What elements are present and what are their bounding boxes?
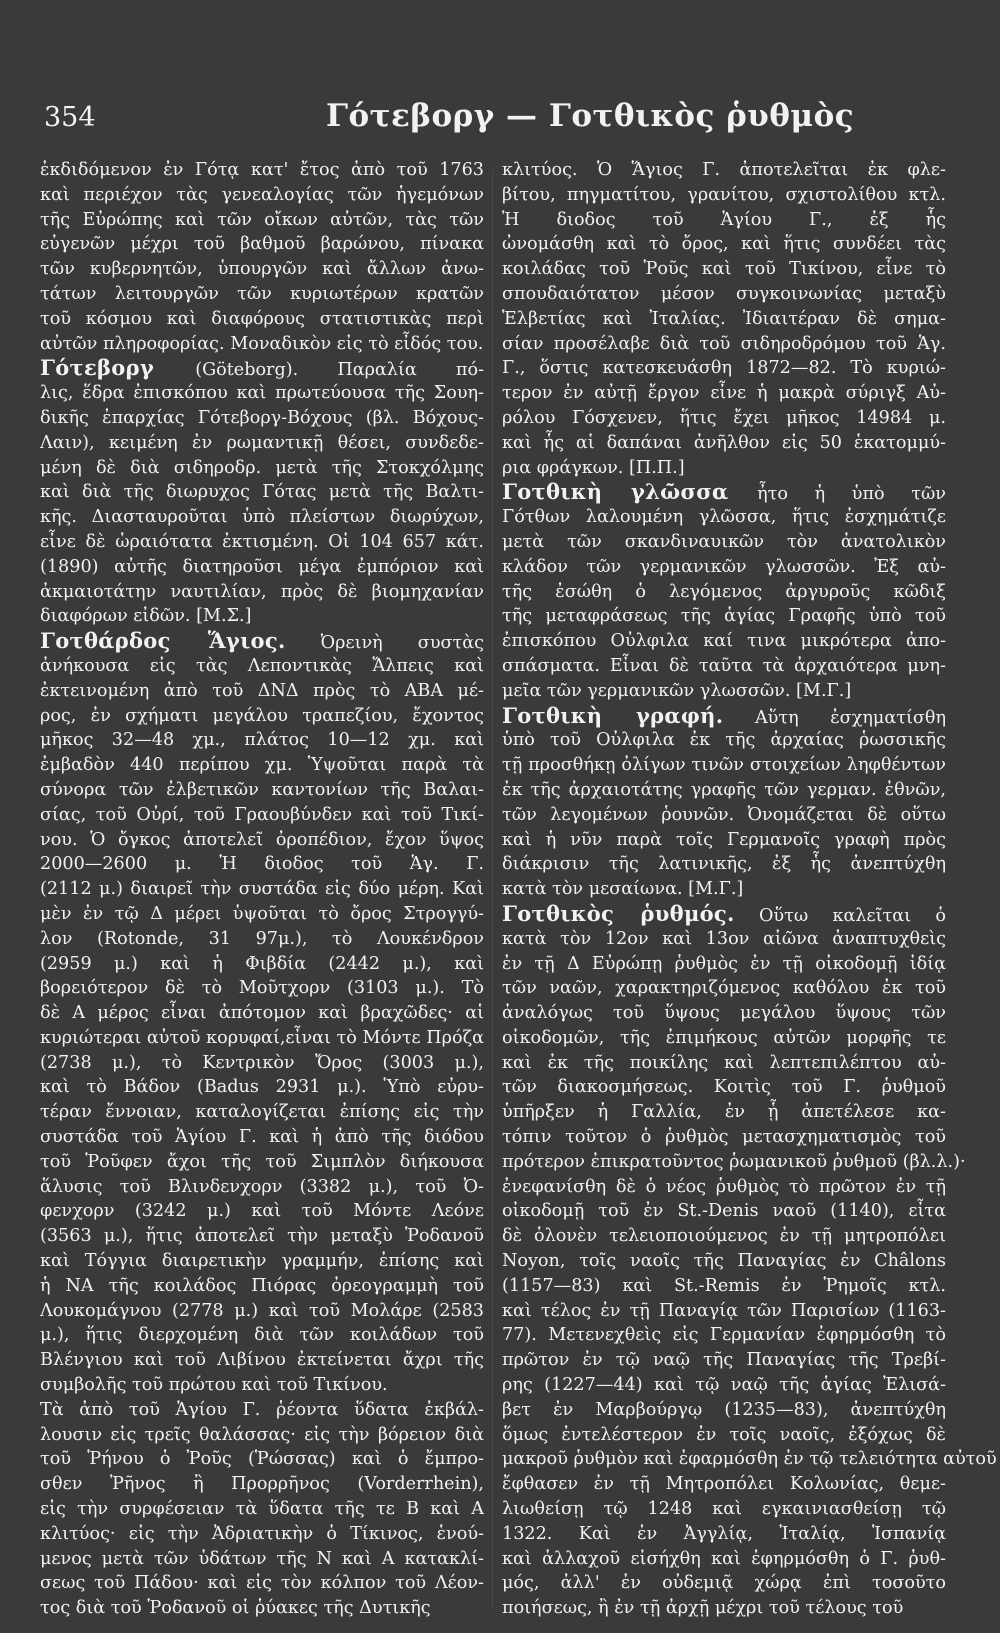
text-line: μακροῦ ῥυθμὸν καὶ ἐφαρμόσθη ἐν τῷ τελειότητα αὐτοῦ bbox=[502, 1449, 997, 1470]
text-line: τῶν κυβερνητῶν, ὑπουργῶν καὶ ἄλλων ἀνω- bbox=[40, 259, 484, 280]
text-line: Noyon, τοῖς ναοῖς τῆς Παναγίας ἐν Châlons bbox=[502, 1251, 946, 1272]
text-line: τῆς Εὐρώπης καὶ τῶν οἴκων αὐτῶν, τὰς τῶν bbox=[40, 209, 484, 230]
text-line: μετὰ τῶν σκανδιναυικῶν τὸν ἀνατολικὸν bbox=[502, 531, 946, 552]
page-title: Γότεβοργ — Γοτθικὸς ῥυθμὸς bbox=[326, 98, 855, 134]
text-line: καὶ τὸ Βάδον (Badus 2931 μ.). Ὑπὸ εὐρυ- bbox=[40, 1077, 484, 1098]
text-line: φενχορν (3242 μ.) καὶ τοῦ Μόντε Λεόνε bbox=[40, 1201, 484, 1222]
text-line: δὲ ὁλονὲν τελειοποιούμενος ἐν τῇ μητροπόλει bbox=[502, 1226, 946, 1247]
text-line: Γοτθικὴ γραφή. Αὕτη ἐσχηματίσθη bbox=[502, 702, 946, 728]
column-gutter bbox=[492, 170, 493, 1610]
text-line: μὲν ἐν τῷ Δ μέρει ὑψοῦται τὸ ὄρος Στρογγύ- bbox=[40, 903, 484, 924]
text-line: κατὰ τὸν 12ον καὶ 13ον αἰῶνα ἀναπτυχθεὶς bbox=[502, 928, 946, 949]
text-line: (2738 μ.), τὸ Κεντρικὸν Ὄρος (3003 μ.), bbox=[40, 1052, 484, 1073]
entry-headword: Γοτθάρδος Ἅγιος. bbox=[40, 628, 286, 654]
text-line: δὲ Α μέρος εἶναι ἀπότομον καὶ βραχῶδες· αἱ bbox=[40, 1003, 484, 1024]
text-line: ἡ ΝΑ τῆς κοιλάδος Πιόρας ὀρεογραμμὴ τοῦ bbox=[40, 1275, 484, 1296]
text-line: συστάδα τοῦ Ἁγίου Γ. καὶ ἡ ἀπὸ τῆς διόδου bbox=[40, 1127, 484, 1148]
text-line: καὶ Τόγγια διαιρετικὴν γραμμήν, ἐπίσης καὶ bbox=[40, 1251, 484, 1272]
text-line: σίας, τοῦ Οὐρί, τοῦ Γραουβύνδεν καὶ τοῦ Τικί- bbox=[40, 804, 484, 825]
text-line: Λαιν), κειμένη ἐν ρωμαντικῇ θέσει, συνδεδε- bbox=[40, 432, 484, 453]
text-line: λουσιν εἰς τρεῖς θαλάσσας· εἰς τὴν βόρειον διὰ bbox=[40, 1424, 484, 1445]
text-line: ἀναλόγως τοῦ ὕψους μεγάλου ὕψους τῶν bbox=[502, 1003, 946, 1024]
text-line: ρόλου Γόσχενεν, ἥτις ἔχει μῆκος 14984 μ. bbox=[502, 407, 946, 428]
text-line: κοιλάδας τοῦ Ῥοῦς καὶ τοῦ Τικίνου, εἶνε τὸ bbox=[502, 259, 946, 280]
text-line: ἐκτεινομένη ἀπὸ τοῦ ΔΝΔ πρὸς τὸ ΑΒΑ μέ- bbox=[40, 680, 484, 701]
text-line: Ἡ διοδος τοῦ Ἁγίου Γ., ἐξ ἧς bbox=[502, 209, 946, 230]
text-line: πρῶτον ἐν τῷ ναῷ τῆς Παναγίας τῆς Τρεβί- bbox=[502, 1350, 946, 1371]
text-line: ἀκμαιοτάτην ναυτιλίαν, πρὸς δὲ βιομηχανίαν bbox=[40, 581, 484, 602]
text-line: ἐμβαδὸν 440 περίπου χμ. Ὑψοῦται παρὰ τὰ bbox=[40, 755, 484, 776]
text-line: λιωθείσῃ τῷ 1248 καὶ εγκαινιασθείσῃ τῷ bbox=[502, 1499, 946, 1520]
text-line: εἶνε δὲ ὡραιότατα ἐκτισμένη. Οἱ 104 657 κάτ. bbox=[40, 531, 484, 552]
text-line: ὑπῆρξεν ἡ Γαλλία, ἐν ᾗ ἀπετέλεσε κα- bbox=[502, 1102, 946, 1123]
entry-headword: Γοτθικὴ γλῶσσα bbox=[502, 479, 758, 505]
text-line: καὶ ἀλλαχοῦ εἰσήχθη καὶ ἐφηρμόσθη ὁ Γ. ῥυθ- bbox=[502, 1548, 946, 1569]
text-line: δικῆς ἐπαρχίας Γότεβοργ-Βόχους (βλ. Βόχους- bbox=[40, 407, 484, 428]
text-line: Γοτθικὸς ῥυθμός. Οὕτω καλεῖται ὁ bbox=[502, 900, 946, 926]
text-line: ἅλυσις τοῦ Βλινδενχορν (3382 μ.), τοῦ Ὀ- bbox=[40, 1176, 484, 1197]
text-line: Γότεβοργ (Göteborg). Παραλία πό- bbox=[40, 355, 485, 381]
text-line: ὅμως ἐντελέστερον ἐν τοῖς ναοῖς, ἐξόχως δὲ bbox=[502, 1424, 946, 1445]
text-line: τῶν λεγομένων ῥουνῶν. Ὀνομάζεται δὲ οὕτω bbox=[502, 804, 946, 825]
text-line: 2000—2600 μ. Ἡ διοδος τοῦ Ἁγ. Γ. bbox=[40, 854, 484, 875]
entry-headword: Γοτθικὴ γραφή. bbox=[502, 702, 724, 728]
text-line: τάτων λειτουργῶν τῶν κυριωτέρων κρατῶν bbox=[40, 283, 484, 304]
text-line: (2112 μ.) διαιρεῖ τὴν συστάδα εἰς δύο μέρη. Καὶ bbox=[40, 879, 484, 900]
text-line: μεῖα τῶν γερμανικῶν γλωσσῶν. [Μ.Γ.] bbox=[502, 680, 852, 701]
text-line: συμβολῆς τοῦ πρώτου καὶ τοῦ Τικίνου. bbox=[40, 1375, 388, 1396]
text-line: τέραν ἔννοιαν, καταλογίζεται ἐπίσης εἰς τὴν bbox=[40, 1102, 484, 1123]
text-line: πρότερον ἐπικρατοῦντος ῥωμανικοῦ ῥυθμοῦ (βλ.λ.)· bbox=[502, 1151, 966, 1172]
text-line: αὐτῶν πληροφορίας. Μοναδικὸν εἰς τὸ εἶδός του. bbox=[40, 333, 484, 354]
text-line: νου. Ὁ ὄγκος ἀποτελεῖ ὀροπέδιον, ἔχον ὕψος bbox=[40, 829, 484, 850]
text-line: Γότθων λαλουμένη γλῶσσα, ἥτις ἐσχημάτιζε bbox=[502, 507, 946, 528]
text-line: τῆς ἐσώθη ὁ λεγόμενος ἀργυροῦς κῶδιξ bbox=[502, 581, 946, 602]
text-line: τοῦ Ῥοῦφεν ἄχοι τῆς τοῦ Σιμπλὸν διήκουσα bbox=[40, 1151, 484, 1172]
text-line: ρης (1227—44) καὶ τῷ ναῷ τῆς ἁγίας Ἐλισά- bbox=[502, 1375, 946, 1396]
text-line: τῆς μεταφράσεως τῆς ἁγίας Γραφῆς ὑπὸ τοῦ bbox=[502, 606, 946, 627]
text-line: τοῦ Ῥήνου ὁ Ῥοῦς (Ῥώσσας) καὶ ὁ ἔμπρο- bbox=[40, 1449, 484, 1470]
running-head bbox=[40, 98, 960, 142]
page-number: 354 bbox=[44, 102, 96, 133]
left-text-column bbox=[40, 158, 484, 1618]
text-line: σπουδαιότατον μέσον συγκοινωνίας μεταξὺ bbox=[502, 283, 946, 304]
text-line: ἐνεφανίσθη δὲ ὁ νέος ῥυθμὸς τὸ πρῶτον ἐν τῇ bbox=[502, 1176, 946, 1197]
text-line: Γοτθικὴ γλῶσσα ἦτο ἡ ὑπὸ τῶν bbox=[502, 479, 946, 505]
text-line: ρια φράγκων. [Π.Π.] bbox=[502, 457, 685, 478]
text-line: καὶ ἧς αἱ δαπάναι ἀνῆλθον εἰς 50 ἑκατομμύ- bbox=[502, 432, 946, 453]
text-line: καὶ ἐκ τῆς ποικίλης καὶ λεπτεπιλέπτου αὐ- bbox=[502, 1052, 946, 1073]
text-line: καὶ τέλος ἐν τῇ Παναγίᾳ τῶν Παρισίων (1163- bbox=[502, 1300, 946, 1321]
text-line: Τὰ ἀπὸ τοῦ Ἁγίου Γ. ῥέοντα ὕδατα ἐκβάλ- bbox=[40, 1399, 484, 1420]
text-line: Ἑλβετίας καὶ Ἰταλίας. Ἰδιαιτέραν δὲ σημα- bbox=[502, 308, 946, 329]
text-line: οἰκοδομῶν, τῆς ἐπιμήκους αὐτῶν μορφῆς τε bbox=[502, 1027, 946, 1048]
text-line: κλιτύος· εἰς τὴν Ἀδριατικὴν ὁ Τίκινος, ἑνού- bbox=[40, 1523, 484, 1544]
text-line: λις, ἕδρα ἐπισκόπου καὶ πρωτεύουσα τῆς Σουη- bbox=[40, 383, 484, 404]
text-line: μενος μετὰ τῶν ὑδάτων τῆς Ν καὶ Α κατακλί- bbox=[40, 1548, 484, 1569]
text-line: ἐν τῇ Δ Εὐρώπῃ ῥυθμὸς ἐν τῇ οἰκοδομῇ ἰδίᾳ bbox=[502, 953, 946, 974]
text-line: τῶν ναῶν, χαρακτηριζόμενος καθόλου ἐκ τοῦ bbox=[502, 978, 946, 999]
text-line: ἀνήκουσα εἰς τὰς Λεποντικὰς Ἄλπεις καὶ bbox=[40, 655, 484, 676]
text-line: καὶ περιέχον τὰς γενεαλογίας τῶν ἡγεμόνων bbox=[40, 184, 484, 205]
text-line: σθεν Ῥῆνος ἢ Προρρῆνος (Vorderrhein), bbox=[40, 1474, 484, 1495]
text-line: ἐκδιδόμενον ἐν Γότᾳ κατ' ἔτος ἀπὸ τοῦ 1763 bbox=[40, 160, 484, 180]
text-line: εἰς τὴν συρφέσειαν τὰ ὕδατα τῆς τε Β καὶ Α bbox=[40, 1499, 484, 1520]
text-line: οἰκοδομῇ τοῦ ἐν St.-Denis ναοῦ (1140), εἶτα bbox=[502, 1201, 946, 1222]
text-line: διάκρισιν τῆς λατινικῆς, ἐξ ἧς ἀνεπτύχθη bbox=[502, 854, 946, 875]
text-line: ρος, ἐν σχήματι μεγάλου τραπεζίου, ἔχοντος bbox=[40, 705, 484, 726]
text-line: (1157—83) καὶ St.-Remis ἐν Ῥημοῖς κτλ. bbox=[502, 1275, 946, 1296]
text-line: σύνορα τῶν ἐλβετικῶν καντονίων τῆς Βαλαι- bbox=[40, 779, 484, 800]
text-line: τόπιν τοῦτον ὁ ῥυθμὸς μετασχηματισμὸς τοῦ bbox=[502, 1127, 946, 1148]
text-line: ποιήσεως, ἢ ἐν τῇ ἀρχῇ μέχρι τοῦ τέλους τοῦ bbox=[502, 1598, 904, 1619]
text-line: ἔφθασεν ἐν τῇ Μητροπόλει Κολωνίας, θεμε- bbox=[502, 1474, 946, 1495]
text-line: εὐγενῶν μέχρι τοῦ βαθμοῦ βαρώνου, πίνακα bbox=[40, 234, 484, 255]
text-line: τῇ προσθήκῃ ὀλίγων τινῶν στοιχείων ληφθέντων bbox=[502, 755, 946, 776]
text-line: σεως τοῦ Πάδου· καὶ εἰς τὸν κόλπον τοῦ Λέον- bbox=[40, 1573, 484, 1594]
text-line: μένη δὲ διὰ σιδηροδρ. μετὰ τῆς Στοκχόλμης bbox=[40, 457, 484, 478]
text-line: (2959 μ.) καὶ ἡ Φιβδία (2442 μ.), καὶ bbox=[40, 953, 484, 974]
text-line: κῆς. Διασταυροῦται ὑπὸ πλείστων διωρύχων, bbox=[40, 507, 484, 528]
text-line: βορειότερον δὲ τὸ Μοῦτχορν (3103 μ.). Τὸ bbox=[40, 978, 484, 999]
text-line: μῆκος 32—48 χμ., πλάτος 10—12 χμ. καὶ bbox=[40, 730, 484, 751]
right-text-column bbox=[502, 158, 997, 1619]
text-line: ἐκ τῆς ἀρχαιοτάτης γραφῆς τῶν γερμαν. ἐθνῶν, bbox=[502, 779, 946, 800]
text-line: λον (Rotonde, 31 97μ.), τὸ Λουκένδρον bbox=[40, 928, 484, 949]
text-line: 77). Μετενεχθεὶς εἰς Γερμανίαν ἐφηρμόσθη τὸ bbox=[502, 1325, 946, 1346]
text-line: (1890) αὐτῆς διατηροῦσι μέγα ἐμπόριον καὶ bbox=[40, 556, 484, 577]
text-line: Γοτθάρδος Ἅγιος. Ὀρεινὴ συστὰς bbox=[40, 628, 484, 654]
text-line: κυριώτεραι αὐτοῦ κορυφαί,εἶναι τὸ Μόντε Πρόζα bbox=[40, 1027, 484, 1048]
text-line: διαφόρων εἰδῶν. [Μ.Σ.] bbox=[40, 606, 252, 627]
text-line: Βλένγιου καὶ τοῦ Λιβίνου ἐκτείνεται ἄχρι τῆς bbox=[40, 1350, 484, 1371]
text-line: τοῦ κόσμου καὶ διαφόρους στατιστικὰς περὶ bbox=[40, 308, 484, 329]
text-line: καὶ διὰ τῆς διωρυχος Γότας μετὰ τῆς Βαλτι- bbox=[40, 482, 484, 503]
text-line: βετ ἐν Μαρβούργῳ (1235—83), ἀνεπτύχθη bbox=[502, 1399, 946, 1420]
text-line: κατὰ τὸν μεσαίωνα. [Μ.Γ.] bbox=[502, 879, 744, 900]
text-line: ὑπὸ τοῦ Οὐλφιλα ἐκ τῆς ἀρχαίας ῥωσσικῆς bbox=[502, 730, 946, 751]
text-line: σίαν προσέλαβε διὰ τοῦ σιδηροδρόμου τοῦ Ἁγ. bbox=[502, 333, 946, 354]
text-line: τῶν διακοσμήσεως. Κοιτὶς τοῦ Γ. ῥυθμοῦ bbox=[502, 1077, 946, 1098]
text-line: κλάδον τῶν γερμανικῶν γλωσσῶν. Ἐξ αὐ- bbox=[502, 556, 946, 577]
text-line: μός, ἀλλ' ἐν οὐδεμιᾷ χώρᾳ ἐπὶ τοσοῦτο bbox=[502, 1573, 946, 1594]
text-line: τερον ἐν αὐτῇ ἔργον εἶνε ἡ μακρὰ σύριγξ Αὐ- bbox=[502, 383, 946, 404]
text-line: ὠνομάσθη καὶ τὸ ὄρος, καὶ ἥτις συνδέει τὰς bbox=[502, 234, 946, 255]
text-line: βίτου, πηγματίτου, γρανίτου, σχιστολίθου κτλ. bbox=[502, 184, 946, 205]
text-line: ἐπισκόπου Οὐλφιλα καί τινα μικρότερα ἀπο- bbox=[502, 631, 946, 652]
text-line: καὶ ἡ νῦν παρὰ τοῖς Γερμανοῖς γραφὴ πρὸς bbox=[502, 829, 946, 850]
text-line: μ.), ἥτις διερχομένη διὰ τῶν κοιλάδων τοῦ bbox=[40, 1325, 484, 1346]
text-line: κλιτύος. Ὁ Ἅγιος Γ. ἀποτελεῖται ἐκ φλε- bbox=[502, 160, 946, 180]
entry-headword: Γότεβοργ bbox=[40, 355, 196, 381]
text-line: Λουκομάγνου (2778 μ.) καὶ τοῦ Μολάρε (2583 bbox=[40, 1300, 484, 1321]
text-line: (3563 μ.), ἥτις ἀποτελεῖ τὴν μεταξὺ Ῥοδανοῦ bbox=[40, 1226, 484, 1247]
entry-headword: Γοτθικὸς ῥυθμός. bbox=[502, 900, 735, 926]
text-line: σπάσματα. Εἶναι δὲ ταῦτα τὰ ἀρχαιότερα μνη- bbox=[502, 655, 946, 676]
text-line: Γ., ὅστις κατεσκευάσθη 1872—82. Τὸ κυριώ- bbox=[502, 358, 946, 379]
text-line: τος διὰ τοῦ Ῥοδανοῦ οἱ ῥύακες τῆς Δυτικῆς bbox=[40, 1598, 431, 1619]
text-line: 1322. Καὶ ἐν Ἀγγλίᾳ, Ἰταλίᾳ, Ἱσπανίᾳ bbox=[502, 1523, 946, 1544]
